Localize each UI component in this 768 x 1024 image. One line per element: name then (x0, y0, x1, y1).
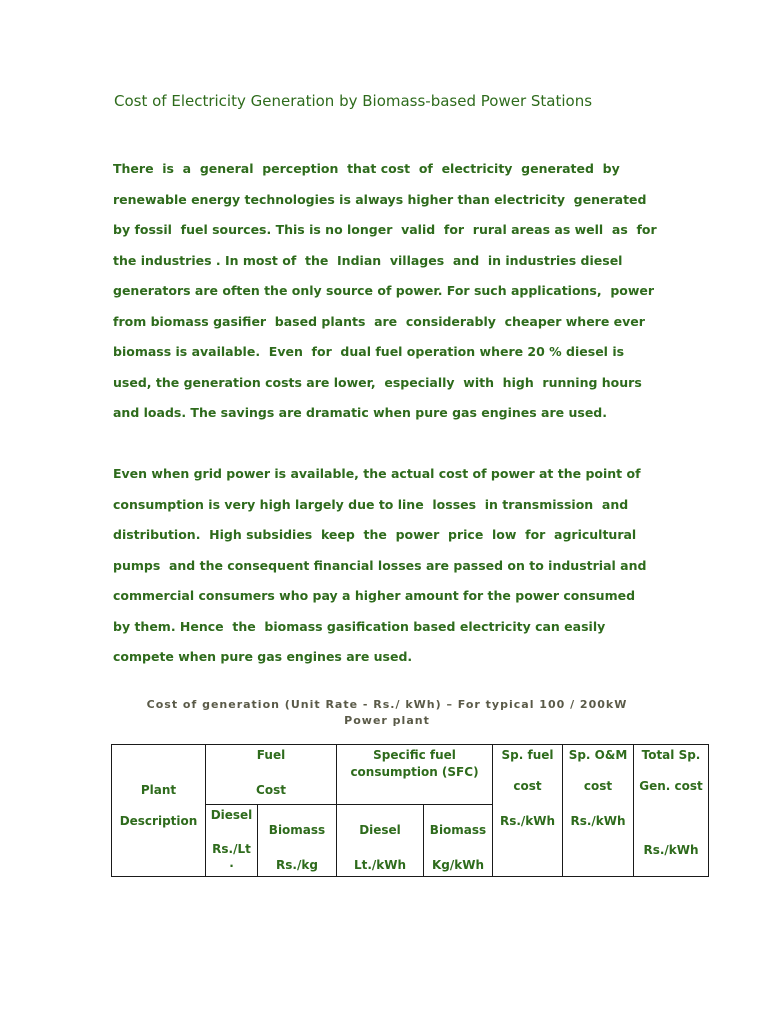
sfc-diesel-cell (337, 805, 424, 877)
document-title: Cost of Electricity Generation by Biomass-based Power Stations (114, 92, 593, 110)
sfc-diesel-label: Diesel (359, 823, 401, 837)
diesel-price-label: Diesel (210, 808, 253, 822)
diesel-price-cell (206, 805, 258, 877)
fuel-label: Fuel (256, 748, 286, 762)
paragraph-1-line: used, the generation costs are lower, especially with high running hours (113, 374, 642, 390)
sfc-label-line-2: consumption (SFC) (350, 765, 479, 779)
biomass-price-unit: Rs./kg (276, 858, 318, 872)
paragraph-2-line: Even when grid power is available, the actual cost of power at the point of (113, 466, 641, 481)
sp-fuel-cost-header (493, 745, 563, 877)
paragraph-2-line: distribution. High subsidies keep the power price low for agricultural (113, 527, 637, 542)
sp-om-label: Sp. O&M (568, 748, 628, 762)
sfc-biomass-unit: Kg/kWh (431, 858, 485, 872)
paragraph-1-line: biomass is available. Even for dual fuel operation where 20 % diesel is (113, 344, 625, 359)
sp-om-cost-header (563, 745, 634, 877)
diesel-price-unit: Rs./Lt (212, 842, 251, 856)
total-gen-cost-header (634, 745, 709, 877)
paragraph-1-line: by fossil fuel sources. This is no longer valid for rural areas as well as for (113, 222, 657, 237)
paragraph-2-line: commercial consumers who pay a higher amount for the power consumed (113, 588, 636, 603)
paragraph-1-line: from biomass gasifier based plants are considerably cheaper where ever (113, 313, 645, 329)
paragraph-1-line: There is a general perception that cost of electricity generated by (113, 161, 620, 176)
biomass-price-cell (258, 805, 337, 877)
sp-om-cost-label: cost (583, 779, 613, 793)
plant-description-header (112, 745, 206, 877)
sfc-biomass-label: Biomass (429, 823, 487, 837)
description-label: Description (119, 814, 198, 828)
paragraph-2-line: by them. Hence the biomass gasification based electricity can easily (113, 618, 606, 634)
paragraph-1-line: renewable energy technologies is always higher than electricity generated (113, 191, 647, 207)
total-unit: Rs./kWh (643, 843, 699, 857)
sfc-biomass-cell (424, 805, 493, 877)
paragraph-1-line: generators are often the only source of power. For such applications, power (113, 283, 655, 298)
paragraph-2-line: compete when pure gas engines are used. (113, 649, 413, 664)
paragraph-perception (113, 154, 673, 429)
sp-om-unit: Rs./kWh (570, 814, 626, 828)
sp-fuel-unit: Rs./kWh (499, 814, 556, 828)
paragraph-2-line: consumption is very high largely due to line losses in transmission and (113, 496, 629, 512)
plant-label: Plant (140, 783, 177, 797)
paragraph-1-line: the industries . In most of the Indian villages and in industries diesel (113, 252, 623, 268)
caption-line-2: Power plant (344, 714, 430, 727)
sp-fuel-label: Sp. fuel (501, 748, 554, 762)
table-caption (113, 697, 661, 729)
sfc-label-line-1: Specific fuel (373, 748, 456, 762)
total-sp-label: Total Sp. (641, 748, 701, 762)
sfc-diesel-unit: Lt./kWh (353, 858, 407, 872)
paragraph-2-line: pumps and the consequent financial losses are passed on to industrial and (113, 557, 647, 573)
biomass-price-label: Biomass (268, 823, 326, 837)
diesel-price-unit-period: . (229, 856, 234, 870)
paragraph-1-line: and loads. The savings are dramatic when pure gas engines are used. (113, 405, 608, 420)
sp-fuel-cost-label: cost (513, 779, 542, 793)
fuel-cost-header (206, 745, 337, 805)
cost-table (111, 744, 709, 877)
gen-cost-label: Gen. cost (639, 779, 703, 793)
sfc-header (337, 745, 493, 805)
caption-line-1: Cost of generation (Unit Rate - Rs./ kWh) – For typical 100 / 200kW (146, 698, 628, 711)
paragraph-grid-power (113, 459, 673, 673)
cost-label: Cost (256, 783, 286, 797)
